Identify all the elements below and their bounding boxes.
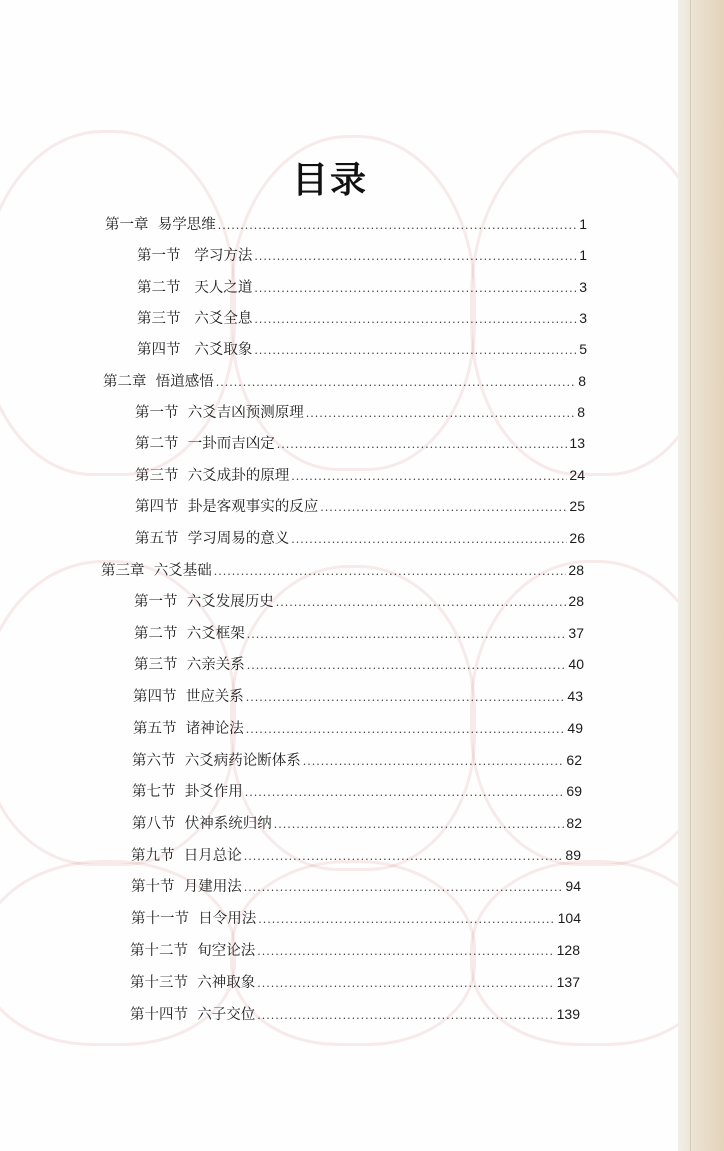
toc-page-number: 5 [579,341,587,357]
toc-entry-label: 第十二节 旬空论法 [130,943,256,959]
toc-entry-label: 第二节 六爻框架 [134,626,245,642]
toc-entry-label: 第四节 卦是客观事实的反应 [135,499,319,515]
toc-entry-label: 第七节 卦爻作用 [132,784,243,800]
toc-page-number: 40 [568,656,584,672]
toc-entry-label: 第十四节 六子交位 [130,1007,256,1023]
toc-page-number: 104 [557,910,581,926]
dot-leader [245,781,565,805]
dot-leader [246,686,566,710]
dot-leader [257,1004,554,1028]
toc-entry-label: 第二章 悟道感悟 [103,374,214,390]
toc-page-number: 37 [568,625,584,641]
dot-leader [274,813,565,837]
toc-page-number: 3 [579,310,587,326]
toc-entry-label: 第八节 伏神系统归纳 [132,816,272,832]
toc-section[interactable] [137,243,587,267]
toc-section[interactable] [135,494,585,518]
toc-entry-label: 第三章 六爻基础 [101,563,212,579]
toc-section[interactable] [134,621,584,645]
toc-entry-label: 第十三节 六神取象 [130,975,256,991]
toc-entry-label: 第一章 易学思维 [105,217,216,233]
toc-section[interactable] [132,748,582,772]
toc-page-number: 1 [579,216,587,232]
dot-leader [254,339,577,363]
toc-entry-label: 第五节 学习周易的意义 [135,531,290,547]
toc-page-number: 8 [578,373,586,389]
toc-section[interactable] [137,337,587,361]
toc-title: 目录 [291,160,368,201]
toc-section[interactable] [134,652,584,676]
toc-page-number: 43 [567,688,583,704]
dot-leader [258,908,555,932]
dot-leader [247,623,567,647]
toc-entry-label: 第四节 六爻取象 [137,342,253,358]
toc-page-number: 28 [568,593,584,609]
toc-entry-label: 第六节 六爻病药论断体系 [132,753,301,769]
dot-leader [214,560,567,584]
dot-leader [246,718,566,742]
toc-section[interactable] [133,716,583,740]
toc-entry-label: 第三节 六爻成卦的原理 [135,468,290,484]
toc-section[interactable] [131,874,581,898]
toc-chapter[interactable] [103,369,586,393]
toc-page-number: 24 [569,467,585,483]
toc-section[interactable] [135,400,585,424]
toc-page-number: 128 [556,942,580,958]
toc-page-number: 1 [579,247,587,263]
dot-leader [218,214,577,238]
toc-entry-label: 第一节 六爻吉凶预测原理 [135,405,304,421]
toc-section[interactable] [130,1002,580,1026]
toc-entry-label: 第二节 天人之道 [137,280,253,296]
toc-page-number: 89 [565,847,581,863]
toc-section[interactable] [133,684,583,708]
toc-page-number: 139 [556,1006,580,1022]
dot-leader [244,845,564,869]
toc-entry-label: 第三节 六爻全息 [137,311,253,327]
toc-section[interactable] [137,275,587,299]
toc-section[interactable] [135,431,585,455]
toc-section[interactable] [135,463,585,487]
toc-page-number: 69 [566,783,582,799]
toc-section[interactable] [132,811,582,835]
dot-leader [303,750,565,774]
toc-page-number: 26 [569,530,585,546]
page-edge-shadow [678,0,724,1151]
toc-page-number: 137 [556,974,580,990]
toc-section[interactable] [134,589,584,613]
toc-section[interactable] [130,970,580,994]
dot-leader [254,245,577,269]
toc-page-number: 13 [569,435,585,451]
toc-section[interactable] [131,906,581,930]
toc-section[interactable] [137,306,587,330]
dot-leader [257,940,554,964]
toc-page-number: 3 [579,279,587,295]
toc-entry-label: 第三节 六亲关系 [134,657,245,673]
dot-leader [244,876,564,900]
toc-entry-label: 第十节 月建用法 [131,879,242,895]
toc-page-number: 94 [565,878,581,894]
toc-entry-label: 第一节 六爻发展历史 [134,594,274,610]
toc-chapter[interactable] [101,558,584,582]
dot-leader [291,465,567,489]
toc-page-number: 82 [566,815,582,831]
toc-section[interactable] [132,779,582,803]
dot-leader [247,654,567,678]
dot-leader [320,496,567,520]
dot-leader [291,528,567,552]
toc-page-number: 8 [577,404,585,420]
toc-page-number: 62 [566,752,582,768]
toc-page-number: 28 [568,562,584,578]
toc-page-number: 25 [569,498,585,514]
page-edge-line [690,0,691,1151]
dot-leader [257,972,554,996]
dot-leader [276,591,567,615]
dot-leader [277,433,568,457]
dot-leader [254,277,577,301]
toc-page-number: 49 [567,720,583,736]
dot-leader [306,402,575,426]
toc-entry-label: 第五节 诸神论法 [133,721,244,737]
toc-chapter[interactable] [105,212,587,236]
toc-entry-label: 第四节 世应关系 [133,689,244,705]
dot-leader [254,308,577,332]
toc-section[interactable] [130,938,580,962]
toc-section[interactable] [131,843,581,867]
dot-leader [216,371,576,395]
toc-entry-label: 第二节 一卦而吉凶定 [135,436,275,452]
toc-entry-label: 第九节 日月总论 [131,848,242,864]
toc-entry-label: 第十一节 日令用法 [131,911,257,927]
toc-section[interactable] [135,526,585,550]
toc-entry-label: 第一节 学习方法 [137,248,253,264]
